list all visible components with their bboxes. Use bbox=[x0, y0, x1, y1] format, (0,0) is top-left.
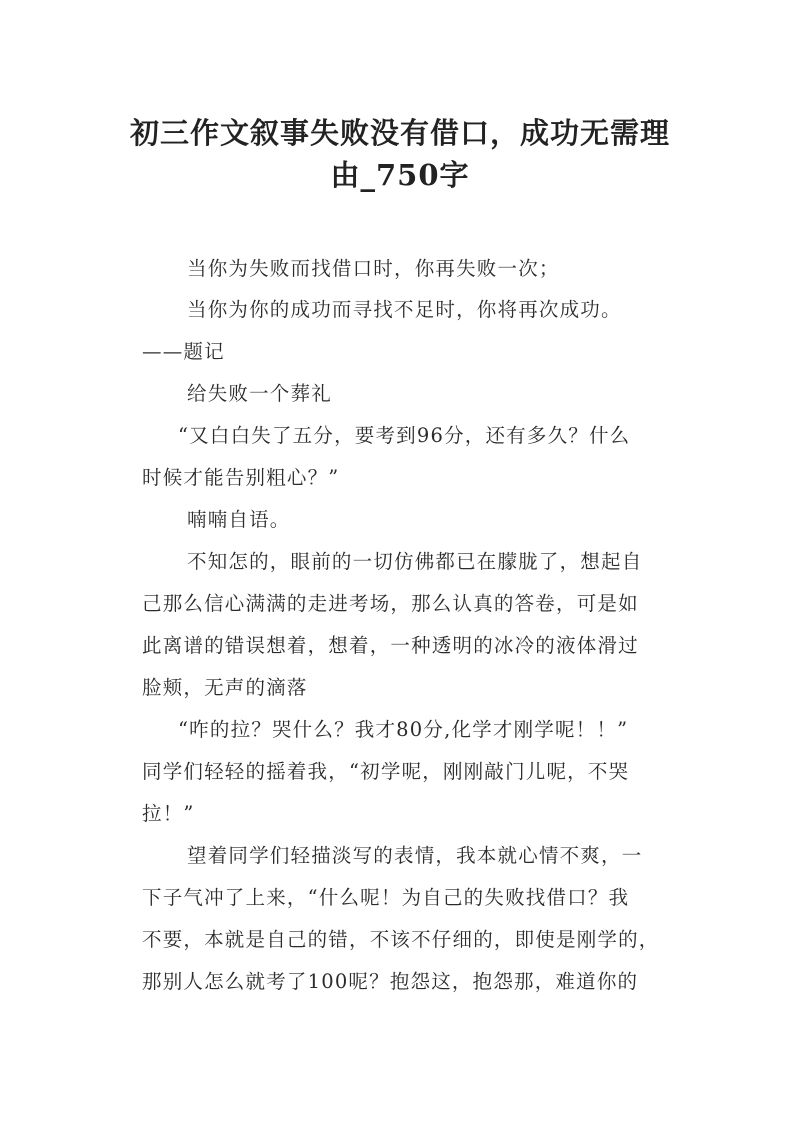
document-title-line-1: 初三作文叙事失败没有借口，成功无需理 bbox=[129, 116, 670, 150]
epigraph-line-2: 当你为你的成功而寻找不足时，你将再次成功。 bbox=[187, 298, 622, 321]
section-heading: 给失败一个葬礼 bbox=[187, 382, 332, 405]
body-line: 那别人怎么就考了100呢？抱怨这，抱怨那，难道你的 bbox=[142, 970, 639, 993]
body-line: 时候才能告别粗心？” bbox=[142, 466, 340, 489]
document-title-line-2: 由_750字 bbox=[330, 158, 470, 192]
body-line: 己那么信心满满的走进考场，那么认真的答卷，可是如 bbox=[142, 592, 639, 615]
body-line: 此离谱的错误想着，想着，一种透明的冰冷的液体滑过 bbox=[142, 634, 639, 657]
body-line: “咋的拉？哭什么？我才80分,化学才刚学呢！！” bbox=[178, 718, 629, 741]
body-line: 不要，本就是自己的错，不该不仔细的，即使是刚学的， bbox=[142, 928, 660, 951]
body-line: 同学们轻轻的摇着我，“初学呢，刚刚敲门儿呢，不哭 bbox=[142, 760, 630, 783]
body-line: 下子气冲了上来，“什么呢！为自己的失败找借口？我 bbox=[142, 886, 630, 909]
epigraph-line-1: 当你为失败而找借口时，你再失败一次； bbox=[187, 257, 560, 280]
body-line: 望着同学们轻描淡写的表情，我本就心情不爽，一 bbox=[187, 844, 643, 867]
epigraph-attribution: ——题记 bbox=[142, 340, 225, 363]
body-line: 不知怎的，眼前的一切仿佛都已在朦胧了，想起自 bbox=[187, 550, 643, 573]
body-line: 脸颊，无声的滴落 bbox=[142, 676, 308, 699]
body-line: 喃喃自语。 bbox=[187, 508, 291, 531]
body-line: 拉！” bbox=[142, 802, 195, 825]
body-line: “又白白失了五分，要考到96分，还有多久？什么 bbox=[178, 424, 631, 447]
